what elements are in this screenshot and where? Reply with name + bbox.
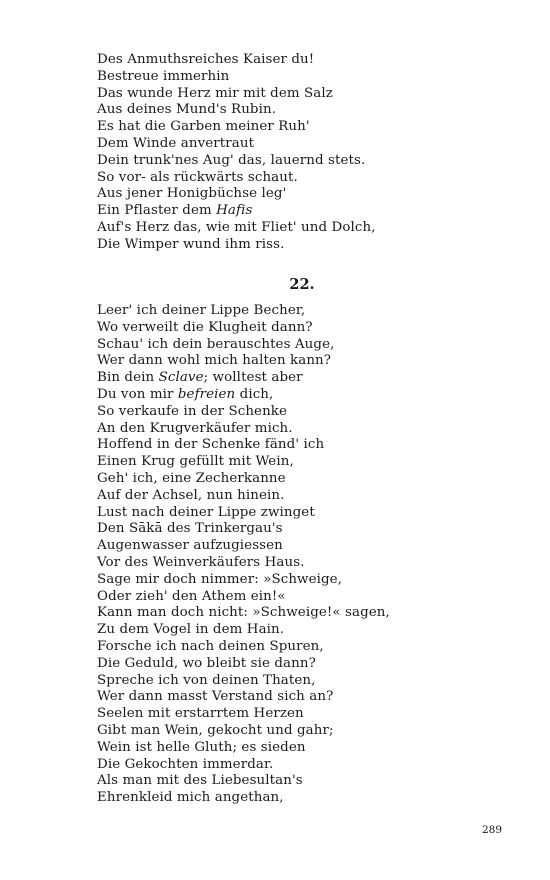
verse-text: Dem Winde anvertraut bbox=[97, 135, 255, 151]
verse-text: Wer dann wohl mich halten kann? bbox=[97, 353, 332, 369]
verse-line bbox=[97, 220, 497, 237]
verse-text: An den Krugverkäufer mich. bbox=[97, 420, 293, 436]
verse-text: Zu dem Vogel in dem Hain. bbox=[97, 622, 285, 638]
verse-line bbox=[97, 656, 497, 673]
verse-text: Seelen mit erstarrtem Herzen bbox=[97, 706, 304, 722]
verse-line bbox=[97, 454, 497, 471]
verse-line bbox=[97, 488, 497, 505]
page-number: 289 bbox=[481, 824, 502, 836]
verse-emphasis: Sclave bbox=[158, 370, 204, 386]
verse-text: Aus deines Mund's Rubin. bbox=[97, 102, 277, 118]
verse-line bbox=[97, 673, 497, 690]
verse-line bbox=[97, 622, 497, 639]
verse-line bbox=[97, 320, 497, 337]
verse-line bbox=[97, 572, 497, 589]
verse-text: Den Sākā des Trinkergau's bbox=[97, 521, 283, 537]
verse-text: Du von mir bbox=[97, 386, 178, 402]
verse-line bbox=[97, 505, 497, 522]
verse-text: Auf's Herz das, wie mit Fliet' und Dolch, bbox=[97, 219, 376, 235]
verse-text: Aus jener Honigbüchse leg' bbox=[97, 186, 287, 202]
verse-line bbox=[97, 589, 497, 606]
verse-line bbox=[97, 86, 497, 103]
verse-text: Hoffend in der Schenke fänd' ich bbox=[97, 437, 325, 453]
stanza-poem-22 bbox=[97, 303, 497, 807]
verse-text: Ein Pflaster dem bbox=[97, 203, 217, 219]
verse-text: Das wunde Herz mir mit dem Salz bbox=[97, 85, 333, 101]
verse-emphasis: Hafis bbox=[216, 203, 253, 219]
verse-line bbox=[97, 757, 497, 774]
verse-line bbox=[97, 337, 497, 354]
verse-text: Gibt man Wein, gekocht und gahr; bbox=[97, 722, 334, 738]
verse-text: Augenwasser aufzugiessen bbox=[97, 538, 283, 554]
verse-text: Oder zieh' den Athem ein!« bbox=[97, 588, 286, 604]
verse-text: ; wolltest aber bbox=[203, 370, 303, 386]
verse-text: Sage mir doch nimmer: »Schweige, bbox=[97, 571, 343, 587]
verse-text: Wein ist helle Gluth; es sieden bbox=[97, 739, 306, 755]
stanza-previous-poem bbox=[97, 52, 497, 254]
verse-line bbox=[97, 555, 497, 572]
verse-text: Einen Krug gefüllt mit Wein, bbox=[97, 454, 294, 470]
verse-line bbox=[97, 790, 497, 807]
verse-line bbox=[97, 605, 497, 622]
verse-line bbox=[97, 353, 497, 370]
verse-line bbox=[97, 153, 497, 170]
verse-text: So verkaufe in der Schenke bbox=[97, 403, 288, 419]
verse-text: So vor- als rückwärts schaut. bbox=[97, 169, 298, 185]
verse-line bbox=[97, 387, 497, 404]
verse-text: Vor des Weinverkäufers Haus. bbox=[97, 554, 305, 570]
verse-text: Des Anmuthsreiches Kaiser du! bbox=[97, 52, 315, 67]
verse-text: Die Gekochten immerdar. bbox=[97, 756, 274, 772]
verse-line bbox=[97, 404, 497, 421]
verse-line bbox=[97, 421, 497, 438]
verse-line bbox=[97, 237, 497, 254]
verse-text: Wo verweilt die Klugheit dann? bbox=[97, 319, 313, 335]
poem-number: 22. bbox=[289, 276, 315, 293]
verse-line bbox=[97, 370, 497, 387]
verse-line bbox=[97, 170, 497, 187]
verse-text: Bin dein bbox=[97, 370, 159, 386]
verse-line bbox=[97, 303, 497, 320]
verse-line bbox=[97, 136, 497, 153]
verse-line bbox=[97, 471, 497, 488]
verse-text: Es hat die Garben meiner Ruh' bbox=[97, 119, 310, 135]
verse-text: Auf der Achsel, nun hinein. bbox=[97, 487, 285, 503]
verse-text: Leer' ich deiner Lippe Becher, bbox=[97, 303, 306, 318]
verse-line bbox=[97, 186, 497, 203]
verse-line bbox=[97, 639, 497, 656]
verse-line bbox=[97, 521, 497, 538]
verse-text: Kann man doch nicht: »Schweige!« sagen, bbox=[97, 605, 390, 621]
verse-text: Dein trunk'nes Aug' das, lauernd stets. bbox=[97, 152, 366, 168]
verse-line bbox=[97, 52, 497, 69]
verse-line bbox=[97, 437, 497, 454]
verse-emphasis: befreien bbox=[177, 386, 236, 402]
verse-line bbox=[97, 102, 497, 119]
verse-line bbox=[97, 69, 497, 86]
verse-line bbox=[97, 689, 497, 706]
verse-text: Schau' ich dein berauschtes Auge, bbox=[97, 336, 335, 352]
verse-text: Die Geduld, wo bleibt sie dann? bbox=[97, 655, 316, 671]
verse-line bbox=[97, 119, 497, 136]
verse-line bbox=[97, 773, 497, 790]
verse-line bbox=[97, 723, 497, 740]
verse-line bbox=[97, 538, 497, 555]
verse-text: Als man mit des Liebesultan's bbox=[97, 773, 303, 789]
verse-text: Forsche ich nach deinen Spuren, bbox=[97, 638, 324, 654]
verse-line bbox=[97, 740, 497, 757]
verse-line bbox=[97, 203, 497, 220]
verse-text: Die Wimper wund ihm riss. bbox=[97, 236, 285, 252]
verse-text: Ehrenkleid mich angethan, bbox=[97, 790, 284, 806]
verse-text: dich, bbox=[235, 386, 274, 402]
verse-text: Lust nach deiner Lippe zwinget bbox=[97, 504, 315, 520]
verse-text: Geh' ich, eine Zecherkanne bbox=[97, 470, 286, 486]
verse-text: Bestreue immerhin bbox=[97, 68, 230, 84]
verse-text: Wer dann masst Verstand sich an? bbox=[97, 689, 334, 705]
verse-line bbox=[97, 706, 497, 723]
verse-text: Spreche ich von deinen Thaten, bbox=[97, 672, 316, 688]
